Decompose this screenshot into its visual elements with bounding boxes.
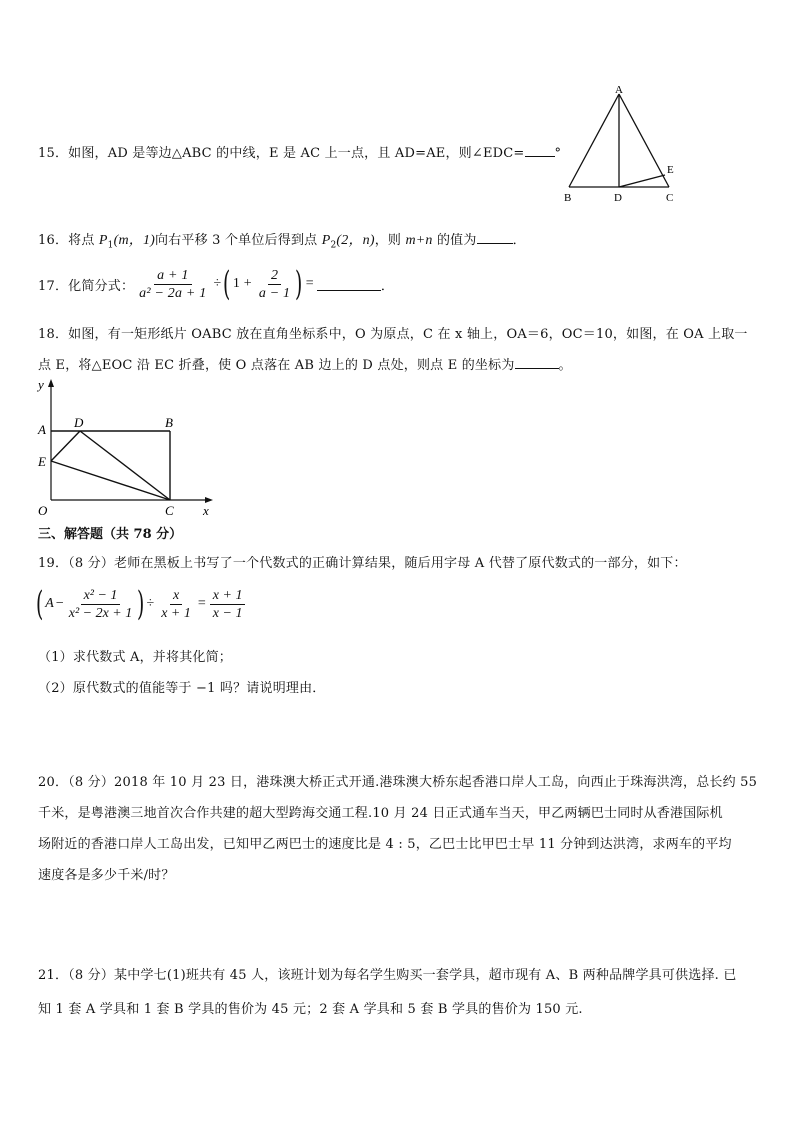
- question-17: 17．化简分式： $\frac{a + 1}{\text{a² − 2a + 1}}$ ÷ ( 1 + $\frac{2}{a - 1}$ ) = ．: [38, 264, 395, 304]
- label-c: C: [666, 192, 674, 204]
- question-19-part-2: （2）原代数式的值能等于 −1 吗？请说明理由．: [38, 681, 326, 696]
- label-e: E: [38, 454, 46, 469]
- label-e: E: [667, 164, 674, 176]
- label-d: D: [614, 192, 622, 204]
- label-o: O: [38, 503, 48, 518]
- answer-blank-16: [477, 231, 513, 244]
- answer-blank-18: [515, 356, 559, 369]
- question-19-stem: 19．（8 分）老师在黑板上书写了一个代数式的正确计算结果，随后用字母 A 代替了原代数式的一部分，如下：: [38, 556, 687, 571]
- question-20-line-3: 场附近的香港口岸人工岛出发，已知甲乙两巴士的速度比是 4 : 5，乙巴士比甲巴士早 11 分钟到达洪湾，求两车的平均: [38, 837, 732, 852]
- y-axis-arrow: [48, 379, 54, 387]
- triangle-figure-q15: [555, 84, 685, 206]
- question-21-line-1: 21．（8 分）某中学七(1)班共有 45 人，该班计划为每名学生购买一套学具，超市现有 A、B 两种品牌学具可供选择. 已: [38, 968, 737, 983]
- segment-dc: [80, 431, 170, 500]
- section-heading: 三、解答题（共 78 分）: [38, 527, 183, 542]
- label-c: C: [165, 503, 174, 518]
- question-16: 16．将点 $P_1(m$，1)向右平移 3 个单位后得到点 $P_2(2$，n)，则 m+n 的值为 ．: [38, 233, 526, 251]
- side-ac: [619, 94, 669, 187]
- question-15: 15．如图，AD 是等边△ABC 的中线，E 是 AC 上一点，且 AD=AE，则∠EDC= °: [38, 146, 562, 161]
- question-20-line-4: 速度各是多少千米/时？: [38, 868, 175, 883]
- question-18-line-1: 18．如图，有一矩形纸片 OABC 放在直角坐标系中，O 为原点，C 在 x 轴上，OA＝6，OC＝10，如图，在 OA 上取一: [38, 327, 748, 342]
- fraction-19-b: $\frac{x}{x + 1}$: [161, 587, 191, 621]
- label-b: B: [165, 415, 173, 430]
- question-20-line-2: 千米，是粤港澳三地首次合作共建的超大型跨海交通工程.10 月 24 日正式通车当天，甲乙两辆巴士同时从香港国际机: [38, 806, 723, 821]
- answer-blank-17: [317, 278, 381, 291]
- segment-ed: [51, 431, 80, 461]
- coordinate-figure-q18: [30, 376, 220, 518]
- segment-ec: [51, 461, 170, 500]
- fraction-19-c: $\frac{x + 1}{x - 1}$: [210, 588, 246, 621]
- question-18-line-2: 点 E，将△EOC 沿 EC 折叠，使 O 点落在 AB 边上的 D 点处，则点 E 的坐标为 。: [38, 358, 572, 373]
- label-a: A: [615, 84, 623, 96]
- fraction-17-a: $\frac{a + 1}{\text{a² − 2a + 1}}$: [139, 267, 207, 301]
- label-d: D: [74, 415, 84, 430]
- question-20-line-1: 20．（8 分）2018 年 10 月 23 日，港珠澳大桥正式开通.港珠澳大桥东起香港口岸人工岛，向西止于珠海洪湾，总长约 55: [38, 775, 758, 790]
- label-y: y: [38, 377, 44, 392]
- fraction-17-b: $\frac{2}{a - 1}$: [258, 267, 291, 301]
- question-21-line-2: 知 1 套 A 学具和 1 套 B 学具的售价为 45 元；2 套 A 学具和 5 套 B 学具的售价为 150 元.: [38, 1002, 583, 1017]
- side-ab: [569, 94, 619, 187]
- segment-de: [619, 175, 665, 187]
- label-x: x: [203, 503, 209, 518]
- label-b: B: [564, 192, 572, 204]
- question-19-equation: ( A − $\frac{\text{x² − 1}}{\text{x² − 2x + 1}}$ ) ÷ $\frac{x}{x + 1}$ = $\frac{x + 1}{x - 1}$: [36, 582, 247, 626]
- answer-blank-15: [525, 144, 555, 157]
- label-a: A: [38, 422, 46, 437]
- question-19-part-1: （1）求代数式 A，并将其化简；: [38, 650, 232, 665]
- question-15-text: 15．如图，AD 是等边△ABC 的中线，E 是 AC 上一点，且 AD=AE，则∠EDC=: [38, 146, 525, 161]
- fraction-19-a: $\frac{\text{x² − 1}}{\text{x² − 2x + 1}}$: [68, 587, 133, 621]
